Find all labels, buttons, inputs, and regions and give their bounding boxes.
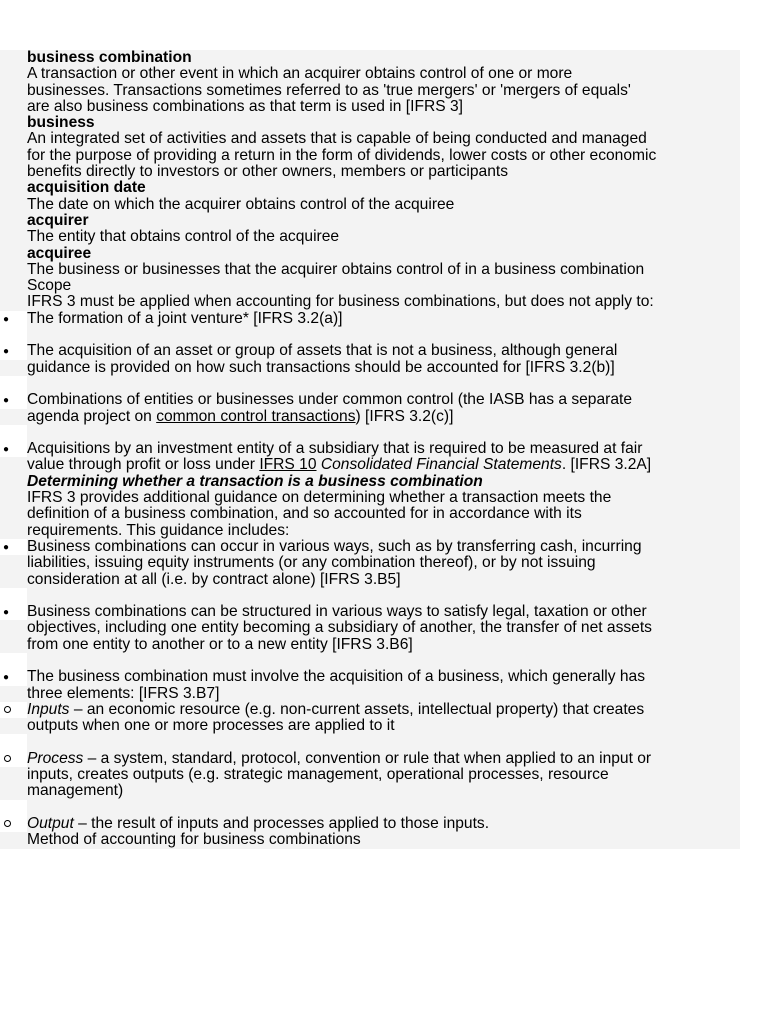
section-intro: requirements. This guidance includes: bbox=[0, 523, 740, 539]
sub-list-item-cont: inputs, creates outputs (e.g. strategic management, operational processes, resource bbox=[0, 767, 740, 783]
circle-bullet-icon bbox=[4, 755, 11, 762]
list-item: ● The business combination must involve the acquisition of a business, which generally has bbox=[0, 669, 740, 685]
sub-list-item: Output – the result of inputs and processes applied to those inputs. bbox=[0, 816, 740, 832]
bullet-icon: ● bbox=[3, 444, 10, 456]
bullet-icon: ● bbox=[3, 541, 10, 553]
bullet-icon: ● bbox=[3, 607, 10, 619]
definition-text: for the purpose of providing a return in the form of dividends, lower costs or other economic bbox=[0, 148, 740, 164]
definition-text: The business or businesses that the acquirer obtains control of in a business combination bbox=[0, 262, 740, 278]
circle-bullet-icon bbox=[4, 820, 11, 827]
sub-list-item-cont: outputs when one or more processes are applied to it bbox=[0, 718, 740, 734]
bullet-icon: ● bbox=[3, 395, 10, 407]
list-item: ● Business combinations can occur in various ways, such as by transferring cash, incurring bbox=[0, 539, 740, 555]
list-item: ● Combinations of entities or businesses under common control (the IASB has a separate bbox=[0, 392, 740, 408]
list-item-cont: from one entity to another or to a new entity [IFRS 3.B6] bbox=[0, 637, 740, 653]
definition-term bbox=[0, 50, 740, 66]
section-intro: IFRS 3 must be applied when accounting for business combinations, but does not apply to: bbox=[0, 294, 740, 310]
term-label: acquisition date bbox=[27, 179, 146, 197]
list-item-cont: consideration at all (i.e. by contract alone) [IFRS 3.B5] bbox=[0, 572, 740, 588]
bullet-icon: ● bbox=[3, 313, 10, 325]
list-item: ● The acquisition of an asset or group of assets that is not a business, although general bbox=[0, 343, 740, 359]
list-item-cont: agenda project on common control transactions) [IFRS 3.2(c)] bbox=[0, 409, 740, 425]
list-item: ● The formation of a joint venture* [IFRS 3.2(a)] bbox=[0, 311, 740, 327]
term-label: business bbox=[27, 114, 95, 132]
definition-text: are also business combinations as that term is used in [IFRS 3] bbox=[0, 99, 740, 115]
sub-list-item: Process – a system, standard, protocol, convention or rule that when applied to an input or bbox=[0, 751, 740, 767]
definition-text: An integrated set of activities and assets that is capable of being conducted and managed bbox=[0, 131, 740, 147]
definition-text: The date on which the acquirer obtains control of the acquiree bbox=[0, 197, 740, 213]
definition-text: benefits directly to investors or other owners, members or participants bbox=[0, 164, 740, 180]
definition-text: The entity that obtains control of the acquiree bbox=[0, 229, 740, 245]
list-item-cont: three elements: [IFRS 3.B7] bbox=[0, 686, 740, 702]
list-item-cont: objectives, including one entity becoming a subsidiary of another, the transfer of net assets bbox=[0, 620, 740, 636]
section-intro: IFRS 3 provides additional guidance on determining whether a transaction meets the bbox=[0, 490, 740, 506]
term-label: acquirer bbox=[27, 211, 89, 229]
bullet-icon: ● bbox=[3, 346, 10, 358]
list-item-cont: guidance is provided on how such transactions should be accounted for [IFRS 3.2(b)] bbox=[0, 360, 740, 376]
definition-term bbox=[0, 246, 740, 262]
bullet-icon: ● bbox=[3, 672, 10, 684]
list-item: ● Acquisitions by an investment entity of a subsidiary that is required to be measured at fair bbox=[0, 441, 740, 457]
sub-list-item-cont: management) bbox=[0, 783, 740, 799]
definition-text: businesses. Transactions sometimes referred to as 'true mergers' or 'mergers of equals' bbox=[0, 83, 740, 99]
section-intro: definition of a business combination, and so accounted for in accordance with its bbox=[0, 506, 740, 522]
circle-bullet-icon bbox=[4, 706, 11, 713]
definition-term bbox=[0, 213, 740, 229]
section-heading: Determining whether a transaction is a business combination bbox=[0, 474, 740, 490]
section-heading: Scope bbox=[0, 278, 740, 294]
section-heading: Method of accounting for business combinations bbox=[0, 832, 740, 848]
definition-term bbox=[0, 115, 740, 131]
term-label: business combination bbox=[27, 49, 192, 66]
definition-text: A transaction or other event in which an acquirer obtains control of one or more bbox=[0, 66, 740, 82]
list-item: ● Business combinations can be structured in various ways to satisfy legal, taxation or other bbox=[0, 604, 740, 620]
ifrs10-link[interactable]: IFRS 10 bbox=[259, 456, 317, 474]
list-item-cont: value through profit or loss under IFRS 10 Consolidated Financial Statements. [IFRS 3.2A] bbox=[0, 457, 740, 473]
common-control-link[interactable]: common control transactions bbox=[156, 407, 356, 425]
definition-term bbox=[0, 180, 740, 196]
document-body bbox=[0, 50, 740, 849]
term-label: acquiree bbox=[27, 244, 92, 262]
list-item-cont: liabilities, issuing equity instruments (or any combination thereof), or by not issuing bbox=[0, 555, 740, 571]
sub-list-item: Inputs – an economic resource (e.g. non-current assets, intellectual property) that creates bbox=[0, 702, 740, 718]
